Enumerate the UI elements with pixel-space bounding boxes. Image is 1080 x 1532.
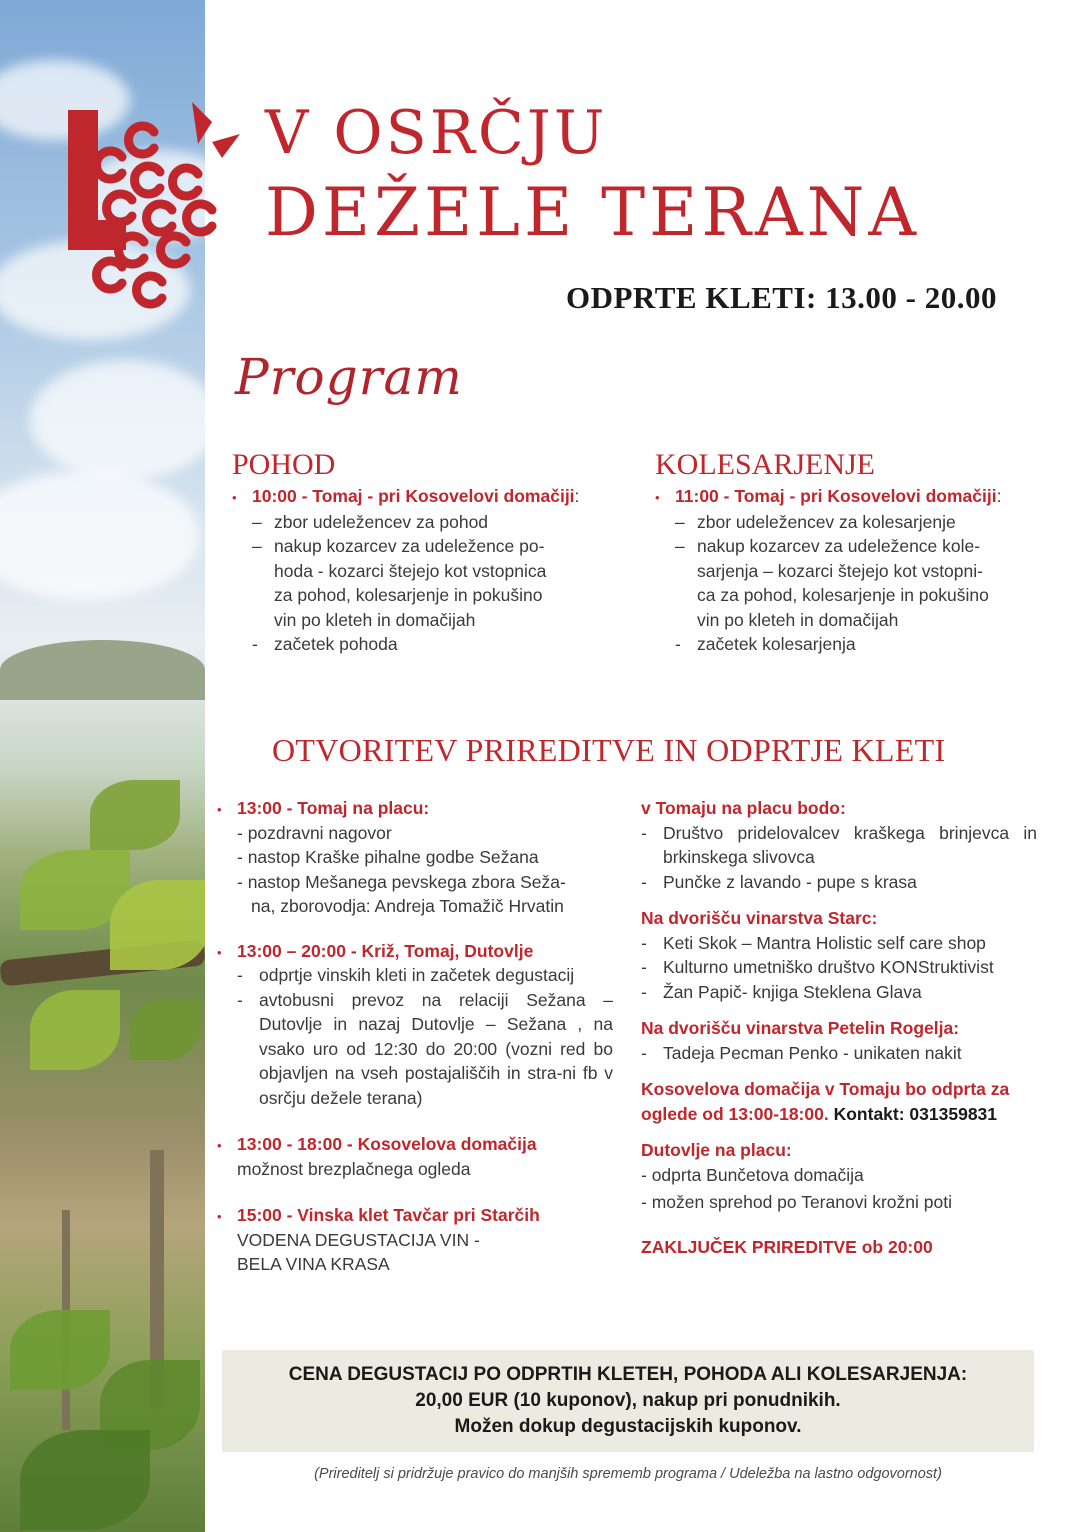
event-time: 13:00 - Tomaj na placu: xyxy=(237,798,430,818)
list-item: Keti Skok – Mantra Holistic self care shop xyxy=(663,932,986,953)
list-item: Punčke z lavando - pupe s krasa xyxy=(663,871,917,892)
opening-hours: ODPRTE KLETI: 13.00 - 20.00 xyxy=(566,280,997,315)
list-item: začetek pohoda xyxy=(274,634,398,654)
list-item: začetek kolesarjenja xyxy=(697,634,856,654)
pohod-section: • 10:00 - Tomaj - pri Kosovelovi domačiji: – zbor udeležencev za pohod – nakup kozarcev za udeležence po- hoda - kozarci štejejo kot vstopnica za pohod, kolesarjenje in pokušino vin po kleteh in domačijah - začetek pohoda xyxy=(232,486,580,654)
location-heading: Dutovlje na placu: xyxy=(641,1140,792,1160)
price-box xyxy=(222,1350,1034,1452)
kolesarjenje-section: • 11:00 - Tomaj - pri Kosovelovi domačiji: – zbor udeležencev za kolesarjenje – nakup kozarcev za udeležence kole- sarjenja – kozarci štejejo kot vstopni- ca za pohod, kolesarjenje in pokušino vin po kleteh in domačijah - začetek kolesarjenja xyxy=(655,486,1002,654)
list-item: - odprta Bunčetova domačija xyxy=(641,1164,864,1185)
list-item: zbor udeležencev za kolesarjenje xyxy=(697,511,956,532)
list-item: - pozdravni nagovor xyxy=(237,822,392,843)
price-line1: CENA DEGUSTACIJ PO ODPRTIH KLETEH, POHODA ALI KOLESARJENJA: xyxy=(288,1364,968,1385)
kolesarjenje-title: KOLESARJENJE xyxy=(655,448,876,481)
title-line2: DEŽELE TERANA xyxy=(265,174,921,251)
title-line1: V OSRČJU xyxy=(265,98,608,168)
list-item: - nastop Mešanega pevskega zbora Seža- xyxy=(237,871,566,892)
list-item: zbor udeležencev za pohod xyxy=(274,511,489,532)
price-line3: Možen dokup degustacijskih kuponov. xyxy=(454,1416,802,1437)
list-item: na, zborovodja: Andreja Tomažič Hrvatin xyxy=(251,896,564,916)
otvoritev-title: OTVORITEV PRIREDITVE IN ODPRTJE KLETI xyxy=(272,732,946,768)
list-item: Kulturno umetniško društvo KONStruktivist xyxy=(663,957,994,977)
footnote: (Prireditelj si pridržuje pravico do manjših sprememb programa / Udeležba na lastno odgovornost) xyxy=(314,1466,942,1482)
closing-time: ZAKLJUČEK PRIREDITVE ob 20:00 xyxy=(641,1236,933,1257)
event-time: 13:00 – 20:00 - Križ, Tomaj, Dutovlje xyxy=(237,940,534,961)
kosovelova-info: Kosovelova domačija v Tomaju bo odprta za oglede od 13:00-18:00. xyxy=(641,1079,1010,1124)
list-item: Tadeja Pecman Penko - unikaten nakit xyxy=(663,1042,962,1063)
list-item: odprtje vinskih kleti in začetek degustacij xyxy=(259,965,575,985)
event-text: VODENA DEGUSTACIJA VIN - xyxy=(237,1229,480,1250)
grape-logo xyxy=(62,92,242,327)
otvoritev-right: v Tomaju na placu bodo: - Društvo pridelovalcev kraškega brinjevca in brkinskega slivovca - Punčke z lavando - pupe s krasa Na dvorišču vinarstva Starc: - Keti Skok – Mantra Holistic self care shop - Kulturno umetniško društvo KONStruktivist - Žan Papič- knjiga Steklena Glava Na dvorišču vinarstva Petelin Rogelja: - Tadeja Pecman Penko - unikaten nakit Kosovelova domačija v Tomaju bo odprta za oglede od 13:00-18:00. Kontakt: 031359831 Dutovlje na placu: - odprta Bunčetova domačija - možen sprehod po Teranovi krožni poti ZAKLJUČEK PRIREDITVE ob 20:00 xyxy=(641,796,1037,1259)
event-text: BELA VINA KRASA xyxy=(237,1254,390,1274)
list-item: Društvo pridelovalcev kraškega brinjevca in brkinskega slivovca xyxy=(663,822,1037,867)
event-time: 15:00 - Vinska klet Tavčar pri Starčih xyxy=(237,1205,540,1225)
kolesarjenje-time: 11:00 - Tomaj - pri Kosovelovi domačiji xyxy=(675,486,997,506)
location-heading: Na dvorišču vinarstva Petelin Rogelja: xyxy=(641,1018,960,1038)
event-text: možnost brezplačnega ogleda xyxy=(237,1158,471,1179)
contact-phone: Kontakt: 031359831 xyxy=(833,1103,998,1124)
list-item: avtobusni prevoz na relaciji Sežana – Dutovlje in nazaj Dutovlje – Sežana , na vsako uro od 12:30 do 20:00 (vozni red bo objavljen na vseh postajališčih in stra-ni fb v osrčju dežele terana) xyxy=(259,989,613,1108)
list-item: Žan Papič- knjiga Steklena Glava xyxy=(663,981,922,1002)
location-heading: v Tomaju na placu bodo: xyxy=(641,798,846,818)
program-heading: Program xyxy=(235,348,463,406)
list-item: - nastop Kraške pihalne godbe Sežana xyxy=(237,847,539,867)
list-item: nakup kozarcev za udeležence po- hoda - kozarci štejejo kot vstopnica za pohod, kolesarjenje in pokušino vin po kleteh in domačijah xyxy=(274,536,547,630)
price-line2: 20,00 EUR (10 kuponov), nakup pri ponudnikih. xyxy=(415,1390,841,1411)
list-item: nakup kozarcev za udeležence kole- sarjenja – kozarci štejejo kot vstopni- ca za pohod, kolesarjenje in pokušino vin po kleteh in domačijah xyxy=(697,536,989,630)
event-time: 13:00 - 18:00 - Kosovelova domačija xyxy=(237,1134,537,1154)
otvoritev-left: • 13:00 - Tomaj na placu: - pozdravni nagovor - nastop Kraške pihalne godbe Sežana - nastop Mešanega pevskega zbora Seža- na, zborovodja: Andreja Tomažič Hrvatin • 13:00 – 20:00 - Križ, Tomaj, Dutovlje - odprtje vinskih kleti in začetek degustacij - avtobusni prevoz na relaciji Sežana – Dutovlje in nazaj Dutovlje – Sežana , na vsako uro od 12:30 do 20:00 (vozni red bo objavljen na vseh postajališčih in stra-ni fb v osrčju dežele terana) • 13:00 - 18:00 - Kosovelova domačija možnost brezplačnega ogleda • 15:00 - Vinska klet Tavčar pri Starčih VODENA DEGUSTACIJA VIN - BELA VINA KRASA xyxy=(237,796,613,1277)
pohod-title: POHOD xyxy=(232,448,336,481)
location-heading: Na dvorišču vinarstva Starc: xyxy=(641,908,878,928)
list-item: - možen sprehod po Teranovi krožni poti xyxy=(641,1192,952,1212)
pohod-time: 10:00 - Tomaj - pri Kosovelovi domačiji xyxy=(252,486,575,506)
